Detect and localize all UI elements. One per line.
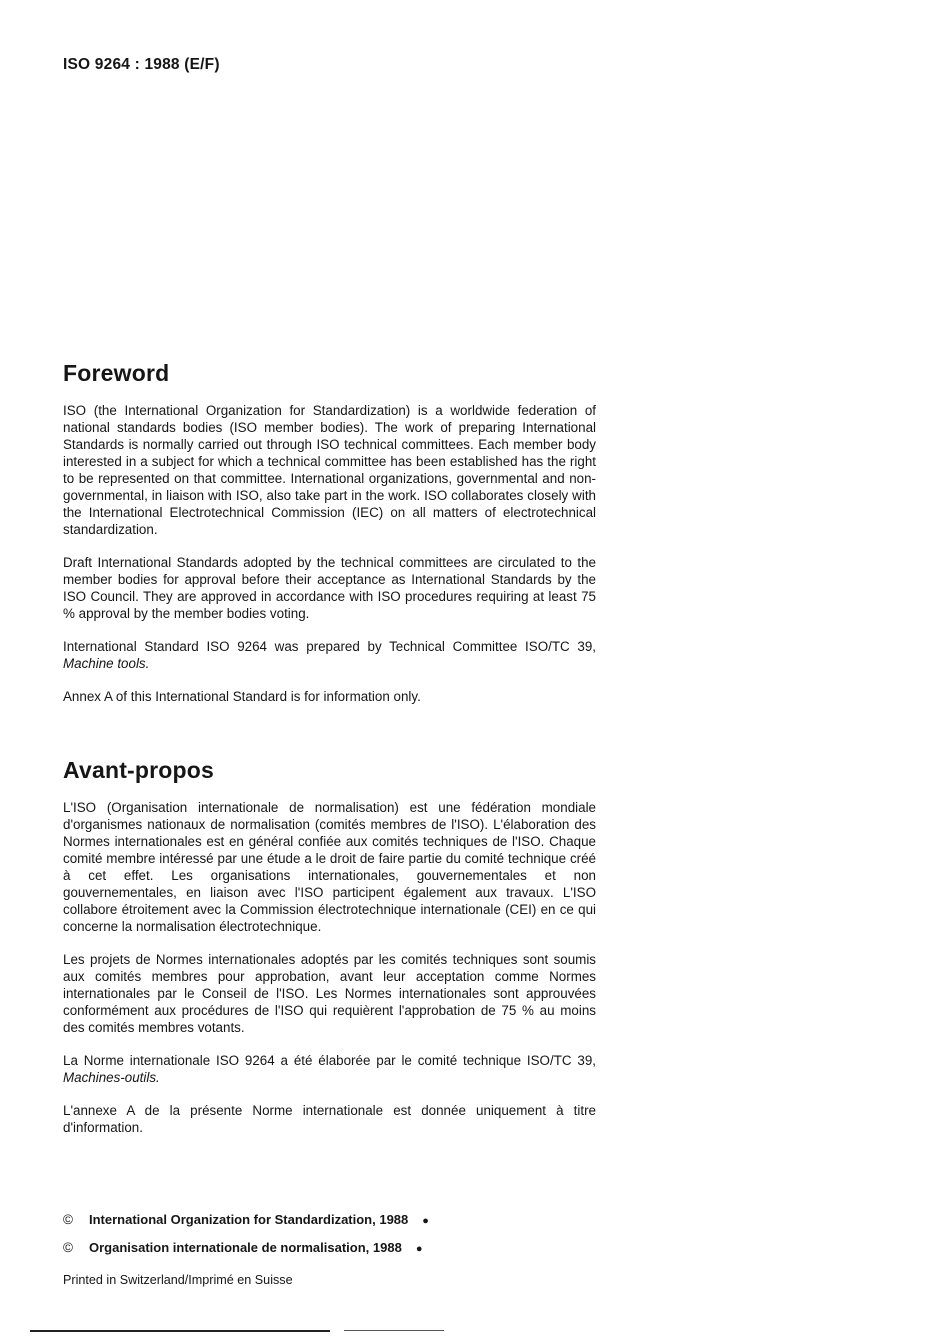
avant-propos-annex-note: L'annexe A de la présente Norme internationale est donnée uniquement à titre d'information.: [63, 1103, 596, 1135]
text-column: [63, 0, 596, 1287]
foreword-annex-note: Annex A of this International Standard is for information only.: [63, 689, 421, 704]
avant-propos-paragraph-2: Les projets de Normes internationales adoptés par les comités techniques sont soumis aux comités membres pour approbation, avant leur acceptation comme Normes internationales par le Conseil de l'ISO. Les Normes internationales sont approuvées conformément aux procédures de l'ISO qui requièrent l'approbation de 75 % au moins des comités membres votants.: [63, 952, 596, 1035]
avant-propos-committee-title-italic: Machines-outils.: [63, 1070, 160, 1085]
document-reference: ISO 9264 : 1988 (E/F): [63, 56, 220, 73]
copyright-icon: ©: [63, 1240, 73, 1255]
copyright-line-fr: [63, 1240, 596, 1255]
bottom-rule-segment: [30, 1330, 330, 1332]
printed-in-line: Printed in Switzerland/Imprimé en Suisse: [63, 1273, 293, 1287]
foreword-committee-text: International Standard ISO 9264 was prepared by Technical Committee ISO/TC 39,: [63, 639, 596, 654]
bullet-icon: ●: [422, 1215, 429, 1227]
copyright-line-en: [63, 1212, 596, 1227]
avant-propos-paragraph-1: L'ISO (Organisation internationale de normalisation) est une fédération mondiale d'organismes nationaux de normalisation (comités membres de l'ISO). L'élaboration des Normes internationales est en général confiée aux comités techniques de l'ISO. Chaque comité membre intéressé par une étude a le droit de faire partie du comité technique créé à cet effet. Les organisations internationales, gouvernementales et non gouvernementales, en liaison avec l'ISO participent également aux travaux. L'ISO collabore étroitement avec la Commission électrotechnique internationale (CEI) en ce qui concerne la normalisation électrotechnique.: [63, 800, 596, 934]
foreword-paragraph-2: Draft International Standards adopted by the technical committees are circulated to the member bodies for approval before their acceptance as International Standards by the ISO Council. They are approved in accordance with ISO procedures requiring at least 75 % approval by the member bodies voting.: [63, 555, 596, 621]
foreword-paragraph-1: ISO (the International Organization for Standardization) is a worldwide federation of national standards bodies (ISO member bodies). The work of preparing International Standards is normally carried out through ISO technical committees. Each member body interested in a subject for which a technical committee has been established has the right to be represented on that committee. International organizations, governmental and non-governmental, in liaison with ISO, also take part in the work. ISO collaborates closely with the International Electrotechnical Commission (IEC) on all matters of electrotechnical standardization.: [63, 403, 596, 537]
page-bottom-rule: [0, 1330, 950, 1332]
copyright-icon: ©: [63, 1212, 73, 1227]
foreword-committee-title-italic: Machine tools.: [63, 656, 150, 671]
avant-propos-committee-text: La Norme internationale ISO 9264 a été élaborée par le comité technique ISO/TC 39,: [63, 1053, 596, 1068]
copyright-text-en: International Organization for Standardization, 1988: [89, 1212, 409, 1227]
avant-propos-title: Avant-propos: [63, 757, 215, 783]
avant-propos-committee-paragraph: [63, 1052, 596, 1086]
copyright-text-fr: Organisation internationale de normalisation, 1988: [89, 1240, 402, 1255]
bullet-icon: ●: [415, 1243, 423, 1255]
bottom-rule-segment: [344, 1330, 444, 1331]
copyright-block: [63, 1212, 596, 1287]
foreword-title: Foreword: [63, 360, 170, 386]
foreword-committee-paragraph: [63, 638, 596, 672]
